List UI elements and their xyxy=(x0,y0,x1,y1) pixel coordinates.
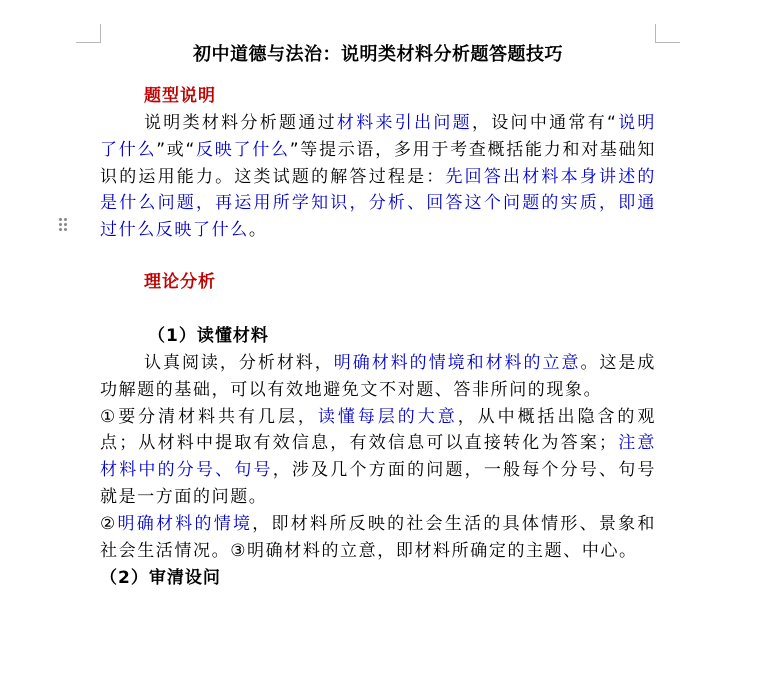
paragraph-question-type: 说明类材料分析题通过材料来引出问题，设问中通常有“说明了什么”或“反映了什么”等提示语，多用于考查概括能力和对基础知识的运用能力。这类试题的解答过程是：先回答出材料本身讲述的是什么问题，再运用所学知识，分析、回答这个问题的实质，即通过什么反映了什么。 xyxy=(100,113,657,241)
page-corner-mark-top-left xyxy=(76,24,101,43)
subheading-review-question: （2）审清设问 xyxy=(100,568,221,589)
subheading-read-material: （1）读懂材料 xyxy=(148,325,269,346)
paragraph-point-1: ①要分清材料共有几层，读懂每层的大意，从中概括出隐含的观点；从材料中提取有效信息，有效信息可以直接转化为答案；注意材料中的分号、句号，涉及几个方面的问题，一般每个分号、句号就是一方面的问题。 xyxy=(100,406,657,507)
document-body[interactable] xyxy=(100,40,656,592)
section-heading-theory: 理论分析 xyxy=(144,271,216,292)
paragraph-point-2-3: ②明确材料的情境，即材料所反映的社会生活的具体情形、景象和社会生活情况。③明确材料的立意，即材料所确定的主题、中心。 xyxy=(100,513,656,561)
section-heading-question-type: 题型说明 xyxy=(144,86,216,106)
document-title: 初中道德与法治：说明类材料分析题答题技巧 xyxy=(193,44,563,65)
drag-handle-icon[interactable] xyxy=(58,217,68,233)
paragraph-read-material: 认真阅读，分析材料，明确材料的情境和材料的立意。这是成功解题的基础，可以有效地避免文不对题、答非所问的现象。 xyxy=(100,352,656,400)
page-corner-mark-top-right xyxy=(655,24,680,43)
